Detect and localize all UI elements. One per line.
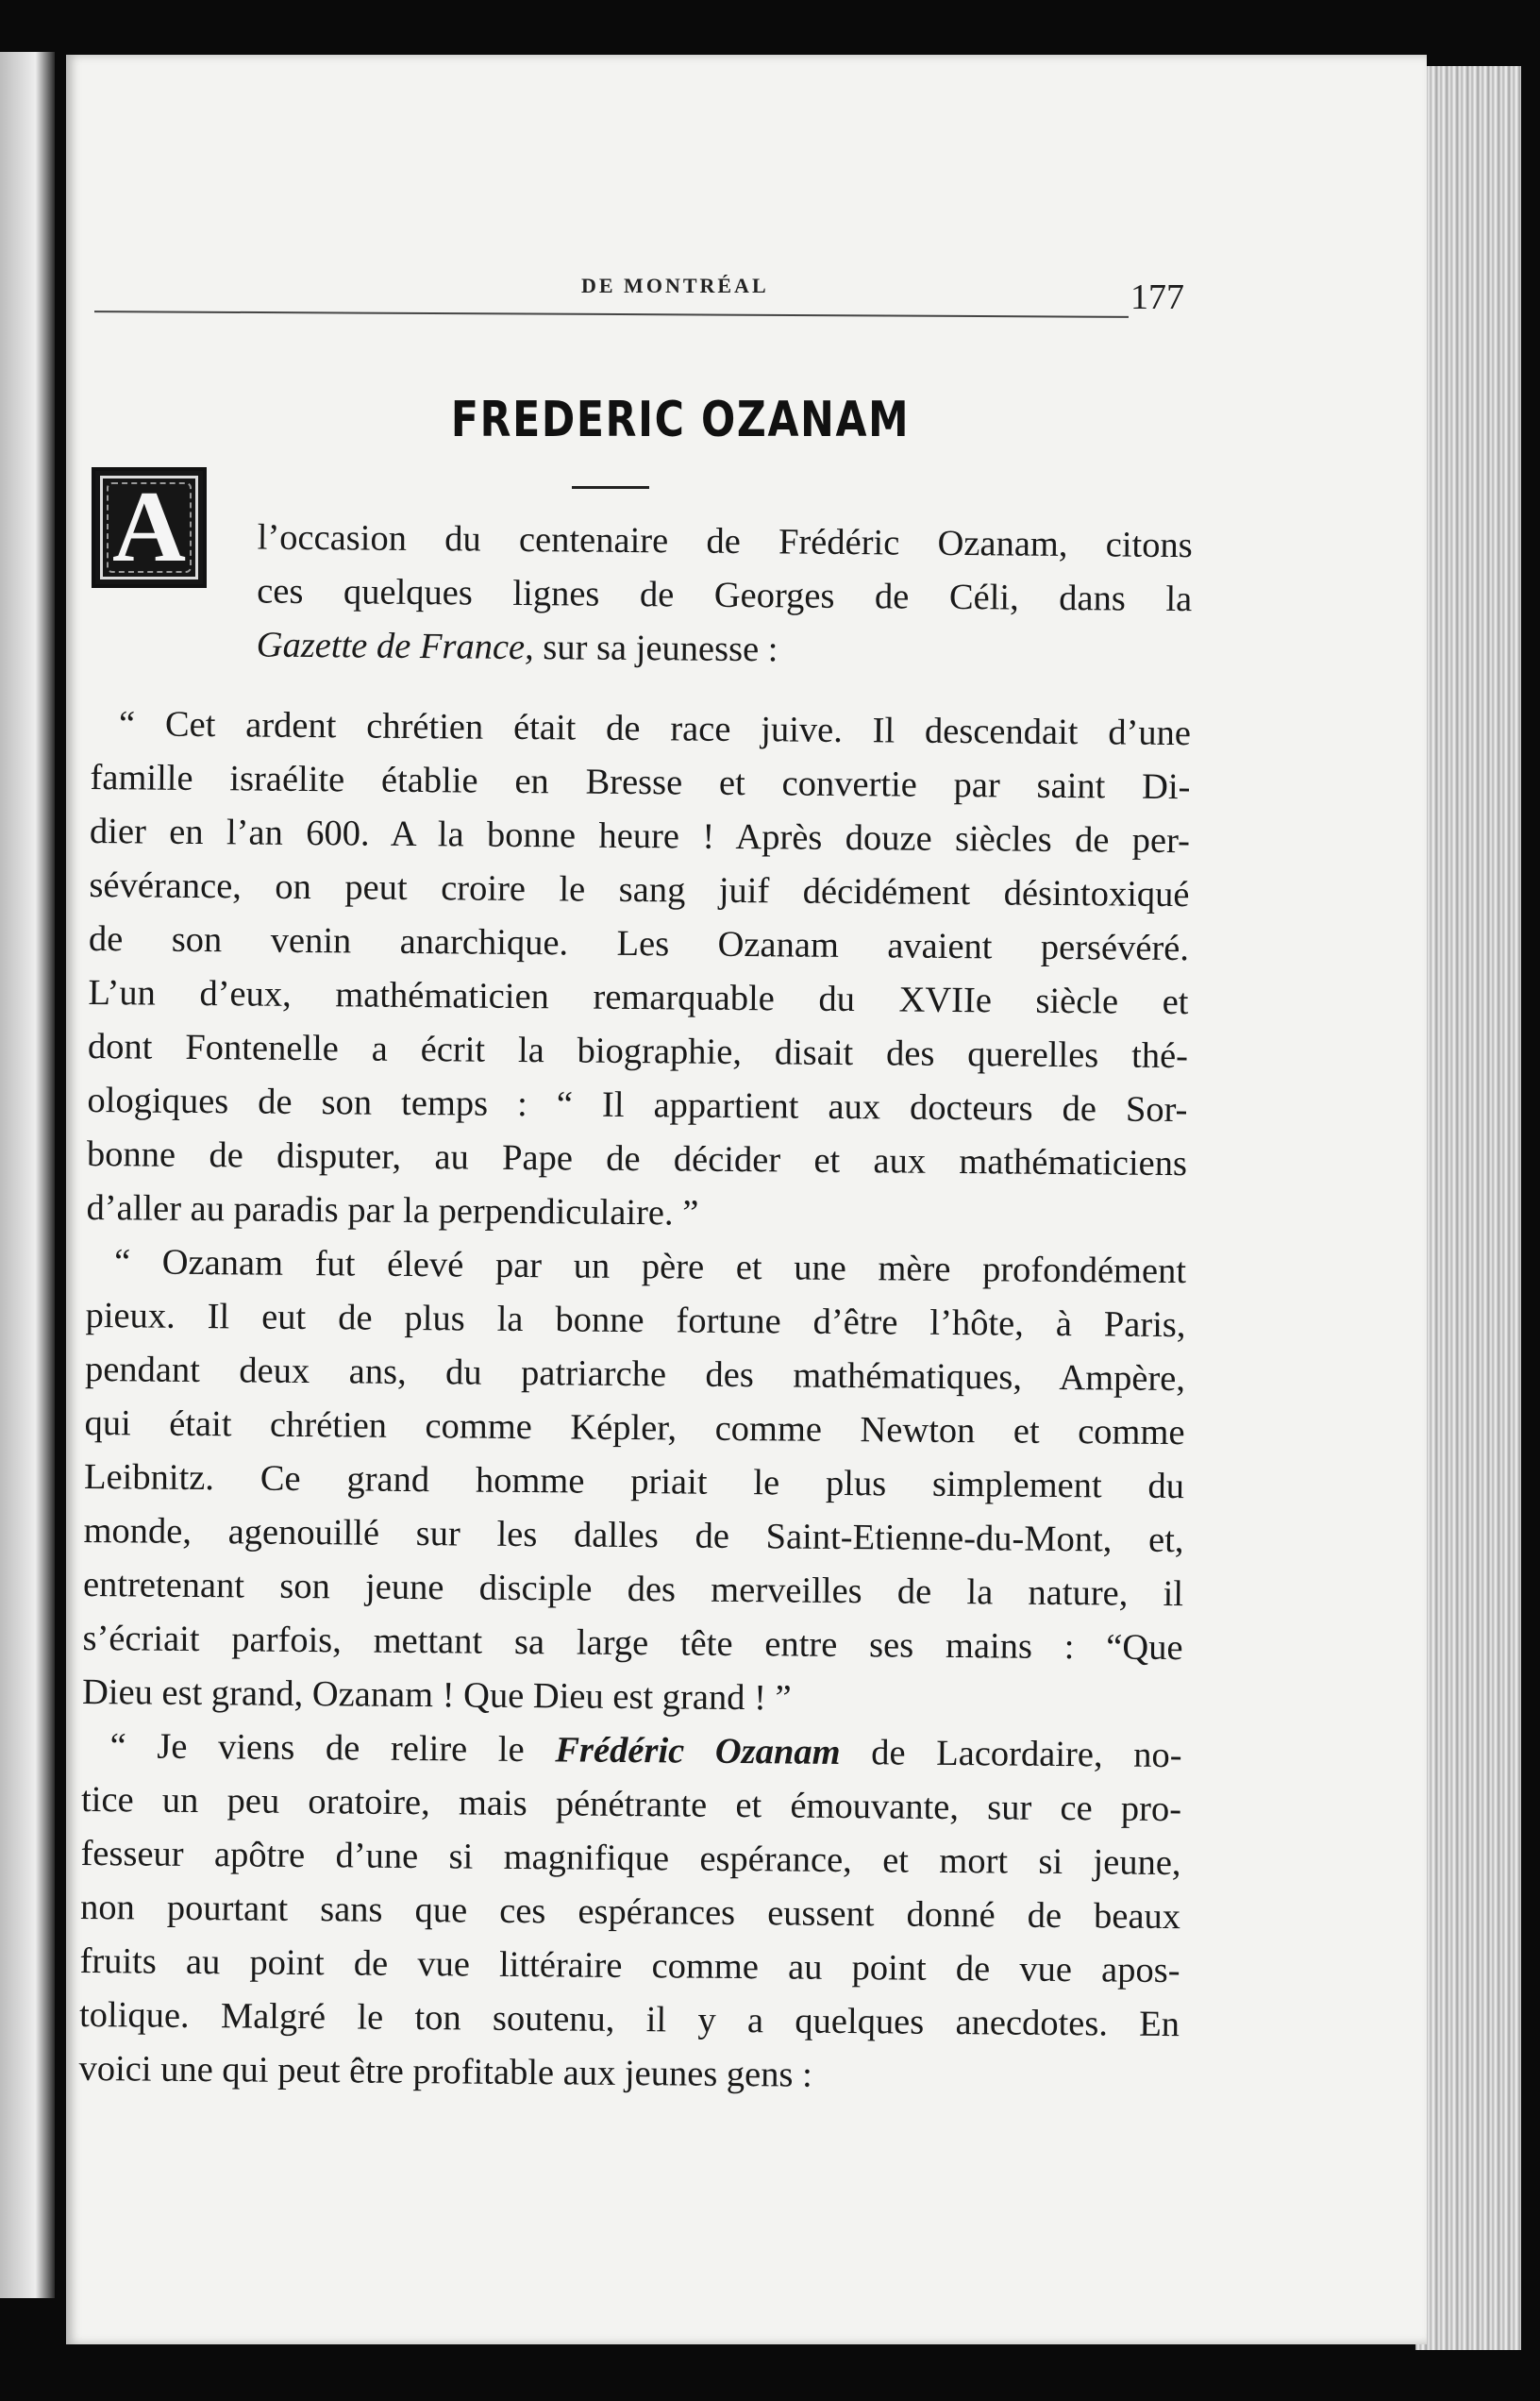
text-line: monde, agenouillé sur les dalles de Saint-Etienne-du-Mont, et, — [83, 1510, 1184, 1561]
page-number: 177 — [1130, 277, 1184, 317]
text-line: ologiques de son temps : “ Il appartient aux docteurs de Sor- — [87, 1080, 1188, 1131]
text-line: tolique. Malgré le ton soutenu, il y a quelques anecdotes. En — [78, 1994, 1180, 2045]
adjacent-page-edge — [0, 52, 55, 2298]
text-line — [92, 617, 1192, 680]
text-line: entretenant son jeune disciple des merveilles de la nature, il — [82, 1564, 1184, 1615]
text-span: de Lacordaire, no- — [840, 1732, 1182, 1776]
text-line: Leibnitz. Ce grand homme priait le plus simplement du — [83, 1456, 1185, 1507]
text-line: Dieu est grand, Ozanam ! Que Dieu est grand ! ” — [81, 1671, 792, 1719]
text-line: fesseur apôtre d’une si magnifique espérance, et mort si jeune, — [80, 1833, 1181, 1884]
text-line: qui était chrétien comme Képler, comme Newton et comme — [84, 1402, 1185, 1453]
text-line: dont Fontenelle a écrit la biographie, disait des querelles thé- — [87, 1026, 1189, 1077]
text-line: dier en l’an 600. A la bonne heure ! Après douze siècles de per- — [89, 811, 1191, 862]
book-title: Frédéric Ozanam — [555, 1730, 841, 1772]
text-line: fruits au point de vue littéraire comme au point de vue apos- — [79, 1940, 1180, 1991]
article-body — [78, 510, 1193, 2106]
text-line: pieux. Il eut de plus la bonne fortune d’être l’hôte, à Paris, — [85, 1295, 1186, 1346]
publication-title: Gazette de France, — [256, 625, 534, 668]
text-line: voici une qui peut être profitable aux jeunes gens : — [78, 2048, 812, 2095]
text-line: “ Cet ardent chrétien était de race juive. Il descendait d’une — [118, 704, 1192, 754]
title-rule — [572, 486, 649, 489]
text-line — [81, 1720, 1181, 1783]
running-title: DE MONTRÉAL — [581, 274, 769, 297]
text-line: l’occasion du centenaire de Frédéric Ozanam, citons — [257, 517, 1193, 566]
text-line: sévérance, on peut croire le sang juif décidément désintoxiqué — [89, 865, 1190, 915]
text-line: “ Ozanam fut élevé par un père et une mère profondément — [113, 1242, 1187, 1292]
text-line: s’écriait parfois, mettant sa large tête entre ses mains : “Que — [82, 1618, 1183, 1669]
dropcap-letter: A — [112, 471, 186, 583]
text-line: de son venin anarchique. Les Ozanam avaient persévéré. — [88, 918, 1190, 969]
text-line: pendant deux ans, du patriarche des mathématiques, Ampère, — [84, 1349, 1186, 1400]
text-line: tice un peu oratoire, mais pénétrante et émouvante, sur ce pro- — [80, 1779, 1182, 1830]
text-line: famille israélite établie en Bresse et convertie par saint Di- — [90, 757, 1191, 808]
text-span: “ Je viens de relire le — [109, 1726, 556, 1771]
text-line: bonne de disputer, au Pape de décider et aux mathématiciens — [86, 1133, 1188, 1184]
text-line: L’un d’eux, mathématicien remarquable du XVIIe siècle et — [88, 972, 1189, 1023]
text-line: d’aller au paradis par la perpendiculaire. ” — [86, 1187, 699, 1234]
text-line: non pourtant sans que ces espérances eussent donné de beaux — [79, 1887, 1181, 1938]
text-span: sur sa jeunesse : — [533, 628, 778, 670]
article-title: FREDERIC OZANAM — [450, 392, 911, 448]
page-stack-edges — [1415, 66, 1521, 2350]
text-line: ces quelques lignes de Georges de Céli, dans la — [257, 571, 1193, 620]
